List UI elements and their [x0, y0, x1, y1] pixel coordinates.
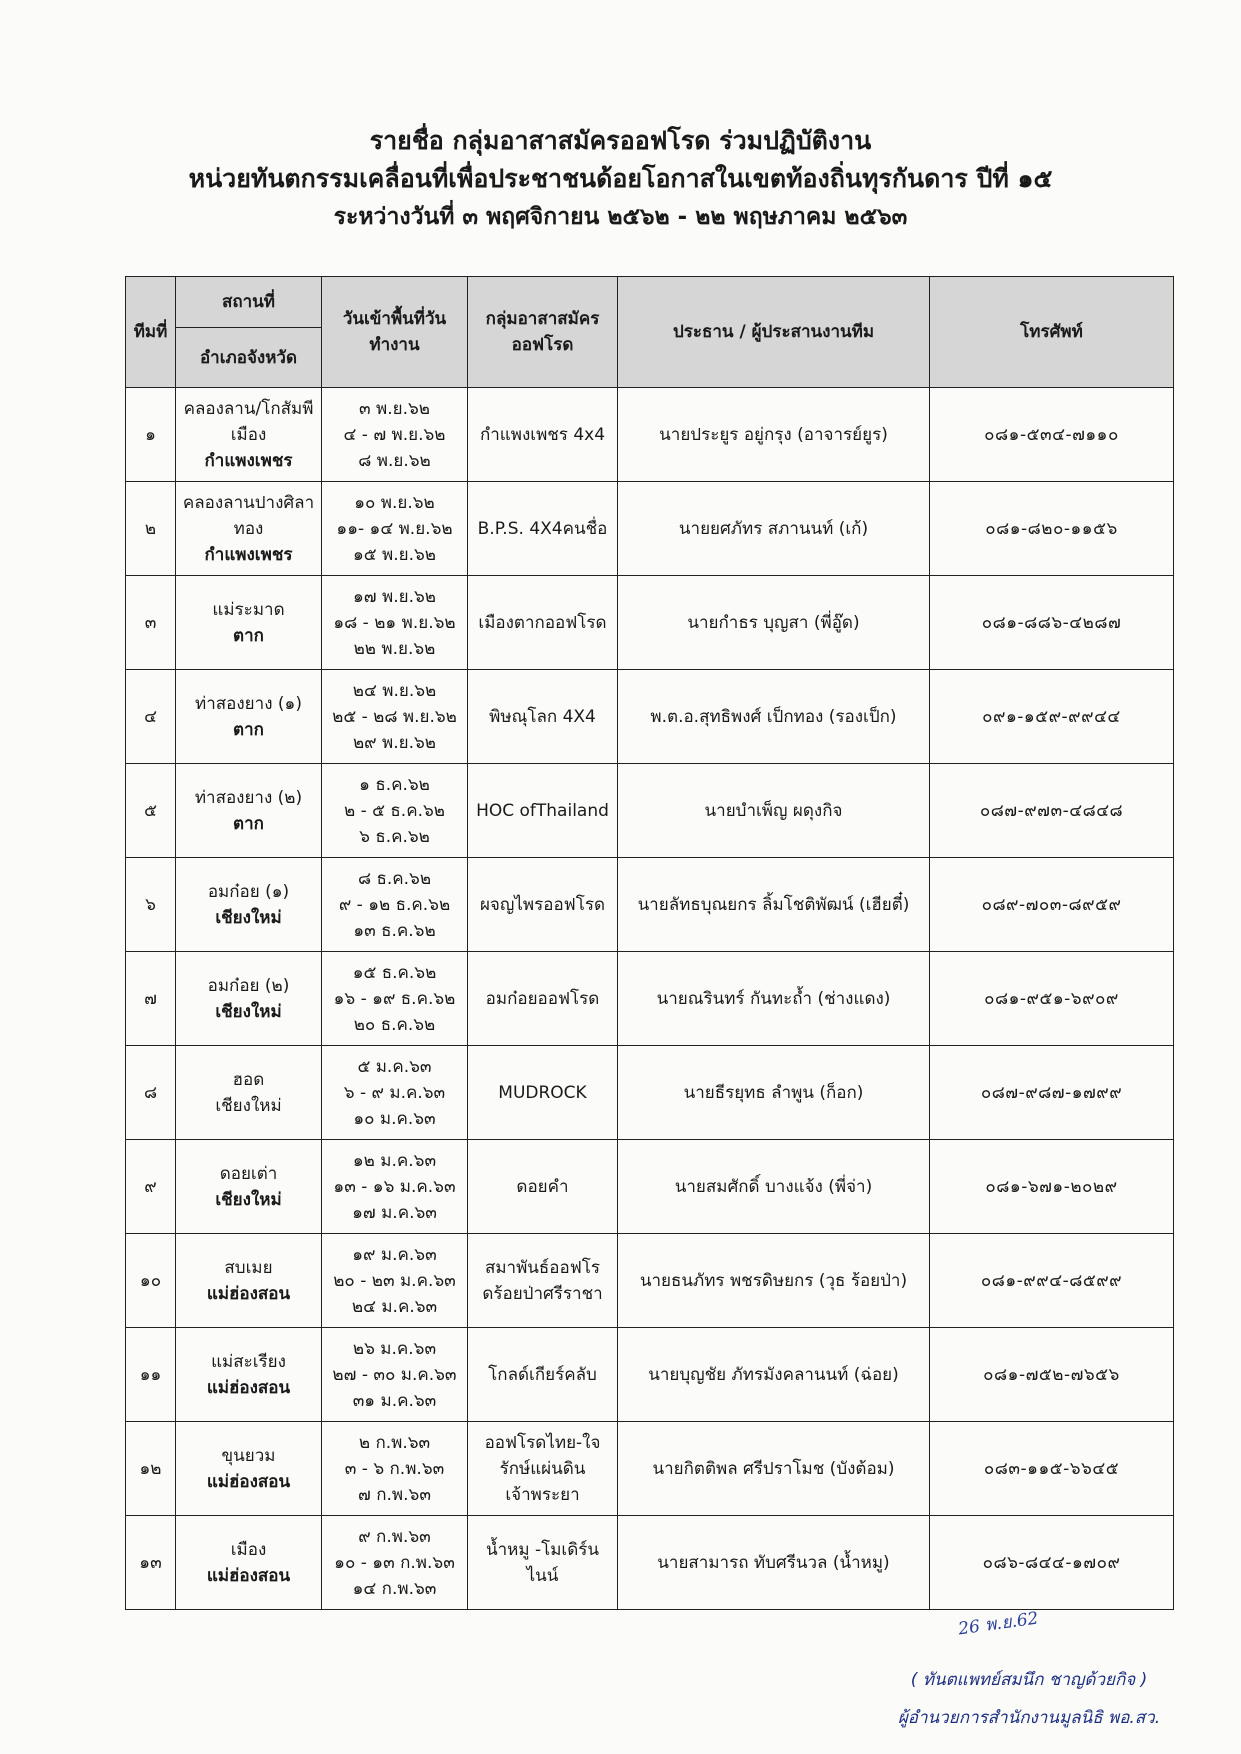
signatory-name: ( ทันตแพทย์สมนึก ชาญด้วยกิจ )	[910, 1670, 1148, 1690]
district: แม่สะเรียง	[211, 1351, 286, 1372]
team-leader: นายสามารถ ทับศรีนวล (น้ำหมู)	[618, 1516, 930, 1610]
header-team: ทีมที่	[126, 277, 176, 388]
arrival-date: ๑๐ พ.ย.๖๒	[354, 492, 435, 513]
offroad-group: อมก๋อยออฟโรด	[468, 952, 618, 1046]
phone-number: ๐๘๑-๘๘๖-๔๒๘๗	[930, 576, 1174, 670]
offroad-group: พิษณุโลก 4X4	[468, 670, 618, 764]
offroad-group: โกลด์เกียร์คลับ	[468, 1328, 618, 1422]
location-cell	[176, 1328, 322, 1422]
team-number: ๑๐	[126, 1234, 176, 1328]
arrival-date: ๑๗ พ.ย.๖๒	[353, 586, 436, 607]
offroad-group: น้ำหมู -โมเดิร์นไนน์	[468, 1516, 618, 1610]
phone-number: ๐๘๖-๘๔๔-๑๗๐๙	[930, 1516, 1174, 1610]
header-group: กลุ่มอาสาสมัครออฟโรด	[468, 277, 618, 388]
dates-cell	[322, 1140, 468, 1234]
work-dates: ๑๑- ๑๔ พ.ย.๖๒	[336, 518, 453, 539]
team-number: ๓	[126, 576, 176, 670]
province: กำแพงเพชร	[204, 544, 293, 565]
arrival-date: ๓ พ.ย.๖๒	[359, 398, 430, 419]
team-number: ๖	[126, 858, 176, 952]
dates-cell	[322, 764, 468, 858]
district: ท่าสองยาง (๒)	[194, 787, 303, 808]
table-row	[126, 388, 1174, 482]
departure-date: ๓๑ ม.ค.๖๓	[352, 1390, 437, 1411]
location-cell	[176, 1516, 322, 1610]
work-dates: ๒๗ - ๓๐ ม.ค.๖๓	[332, 1364, 457, 1385]
header-dates: วันเข้าพื้นที่วันทำงาน	[322, 277, 468, 388]
table-row	[126, 1328, 1174, 1422]
location-cell	[176, 388, 322, 482]
district: คลองลานปางศิลาทอง	[182, 492, 315, 539]
table-row	[126, 1140, 1174, 1234]
province: เชียงใหม่	[215, 1095, 282, 1116]
team-number: ๙	[126, 1140, 176, 1234]
team-leader: นายประยูร อยู่กรุง (อาจารย์ยูร)	[618, 388, 930, 482]
offroad-group: เมืองตากออฟโรด	[468, 576, 618, 670]
document-subtitle: หน่วยทันตกรรมเคลื่อนที่เพื่อประชาชนด้อยโอกาสในเขตท้องถิ่นทุรกันดาร ปีที่ ๑๕	[188, 164, 1053, 193]
offroad-group: ผจญไพรออฟโรด	[468, 858, 618, 952]
location-cell	[176, 1046, 322, 1140]
province: กำแพงเพชร	[204, 450, 293, 471]
team-number: ๑๓	[126, 1516, 176, 1610]
arrival-date: ๘ ธ.ค.๖๒	[357, 868, 432, 889]
province: เชียงใหม่	[215, 1189, 282, 1210]
roster-body	[126, 388, 1174, 1610]
location-cell	[176, 482, 322, 576]
location-cell	[176, 670, 322, 764]
dates-cell	[322, 1046, 468, 1140]
offroad-group: ดอยคำ	[468, 1140, 618, 1234]
team-number: ๘	[126, 1046, 176, 1140]
phone-number: ๐๘๑-๙๕๑-๖๙๐๙	[930, 952, 1174, 1046]
table-row	[126, 1422, 1174, 1516]
province: ตาก	[233, 813, 264, 834]
district: ท่าสองยาง (๑)	[195, 693, 302, 714]
header-leader: ประธาน / ผู้ประสานงานทีม	[618, 277, 930, 388]
header-district-province: อำเภอจังหวัด	[176, 328, 322, 388]
arrival-date: ๒๖ ม.ค.๖๓	[352, 1338, 437, 1359]
roster-table	[125, 276, 1174, 1610]
header-place: สถานที่	[176, 277, 322, 328]
dates-cell	[322, 952, 468, 1046]
province: เชียงใหม่	[215, 907, 282, 928]
location-cell	[176, 576, 322, 670]
departure-date: ๗ ก.พ.๖๓	[358, 1484, 431, 1505]
arrival-date: ๒ ก.พ.๖๓	[358, 1432, 431, 1453]
work-dates: ๑๖ - ๑๙ ธ.ค.๖๒	[333, 988, 456, 1009]
team-leader: พ.ต.อ.สุทธิพงศ์ เป็กทอง (รองเป็ก)	[618, 670, 930, 764]
handwritten-initials: 26 พ.ย.62	[957, 1608, 1040, 1640]
table-row	[126, 952, 1174, 1046]
district: ดอยเต่า	[219, 1163, 278, 1184]
dates-cell	[322, 1422, 468, 1516]
table-row	[126, 670, 1174, 764]
team-number: ๕	[126, 764, 176, 858]
province: ตาก	[233, 625, 264, 646]
team-number: ๑๒	[126, 1422, 176, 1516]
team-leader: นายกำธร บุญสา (พี่อู๊ด)	[618, 576, 930, 670]
district: คลองลาน/โกสัมพีเมือง	[183, 398, 314, 445]
team-number: ๑	[126, 388, 176, 482]
departure-date: ๒๐ ธ.ค.๖๒	[353, 1014, 436, 1035]
phone-number: ๐๘๑-๗๕๒-๗๖๕๖	[930, 1328, 1174, 1422]
work-dates: ๔ - ๗ พ.ย.๖๒	[343, 424, 446, 445]
departure-date: ๑๐ ม.ค.๖๓	[353, 1108, 436, 1129]
district: สบเมย	[224, 1257, 273, 1278]
district: แม่ระมาด	[212, 599, 285, 620]
province: แม่ฮ่องสอน	[206, 1471, 291, 1492]
team-number: ๑๑	[126, 1328, 176, 1422]
arrival-date: ๕ ม.ค.๖๓	[357, 1056, 432, 1077]
province: แม่ฮ่องสอน	[206, 1565, 291, 1586]
document-title: รายชื่อ กลุ่มอาสาสมัครออฟโรด ร่วมปฏิบัติงาน	[369, 126, 872, 155]
district: อมก๋อย (๑)	[207, 881, 290, 902]
team-leader: นายธีรยุทธ ลำพูน (ก็อก)	[618, 1046, 930, 1140]
offroad-group: MUDROCK	[468, 1046, 618, 1140]
work-dates: ๓ - ๖ ก.พ.๖๓	[344, 1458, 445, 1479]
departure-date: ๒๔ ม.ค.๖๓	[351, 1296, 438, 1317]
district: เมือง	[230, 1539, 267, 1560]
table-row	[126, 1046, 1174, 1140]
arrival-date: ๙ ก.พ.๖๓	[358, 1526, 431, 1547]
dates-cell	[322, 482, 468, 576]
phone-number: ๐๘๗-๙๘๗-๑๗๙๙	[930, 1046, 1174, 1140]
dates-cell	[322, 1516, 468, 1610]
team-leader: นายลัทธบุณยกร ลิ้มโชติพัฒน์ (เฮียตี๋)	[618, 858, 930, 952]
dates-cell	[322, 388, 468, 482]
team-leader: นายณรินทร์ กันทะถ้ำ (ช่างแดง)	[618, 952, 930, 1046]
location-cell	[176, 1234, 322, 1328]
arrival-date: ๑๒ ม.ค.๖๓	[352, 1150, 437, 1171]
team-leader: นายสมศักดิ์ บางแจ้ง (พี่จ่า)	[618, 1140, 930, 1234]
departure-date: ๖ ธ.ค.๖๒	[359, 826, 430, 847]
departure-date: ๑๓ ธ.ค.๖๒	[353, 920, 436, 941]
departure-date: ๑๗ ม.ค.๖๓	[352, 1202, 437, 1223]
province: แม่ฮ่องสอน	[206, 1377, 291, 1398]
work-dates: ๙ - ๑๒ ธ.ค.๖๒	[338, 894, 451, 915]
location-cell	[176, 952, 322, 1046]
work-dates: ๑๐ - ๑๓ ก.พ.๖๓	[334, 1552, 455, 1573]
table-row	[126, 482, 1174, 576]
team-leader: นายบุญชัย ภัทรมังคลานนท์ (ฉ่อย)	[618, 1328, 930, 1422]
phone-number: ๐๘๑-๘๒๐-๑๑๕๖	[930, 482, 1174, 576]
team-number: ๔	[126, 670, 176, 764]
province: ตาก	[233, 719, 264, 740]
province: เชียงใหม่	[215, 1001, 282, 1022]
departure-date: ๑๕ พ.ย.๖๒	[352, 544, 437, 565]
location-cell	[176, 1140, 322, 1234]
offroad-group: HOC ofThailand	[468, 764, 618, 858]
departure-date: ๘ พ.ย.๖๒	[358, 450, 431, 471]
dates-cell	[322, 576, 468, 670]
location-cell	[176, 764, 322, 858]
team-leader: นายบำเพ็ญ ผดุงกิจ	[618, 764, 930, 858]
dates-cell	[322, 1328, 468, 1422]
phone-number: ๐๙๑-๑๕๙-๙๙๔๔	[930, 670, 1174, 764]
phone-number: ๐๘๙-๗๐๓-๘๙๕๙	[930, 858, 1174, 952]
table-row	[126, 576, 1174, 670]
work-dates: ๖ - ๙ ม.ค.๖๓	[343, 1082, 446, 1103]
location-cell	[176, 858, 322, 952]
departure-date: ๒๙ พ.ย.๖๒	[352, 732, 437, 753]
dates-cell	[322, 858, 468, 952]
phone-number: ๐๘๑-๖๗๑-๒๐๒๙	[930, 1140, 1174, 1234]
offroad-group: กำแพงเพชร 4x4	[468, 388, 618, 482]
district: อมก๋อย (๒)	[207, 975, 290, 996]
table-row	[126, 764, 1174, 858]
table-row	[126, 858, 1174, 952]
district: ฮอด	[232, 1069, 265, 1090]
phone-number: ๐๘๑-๙๙๔-๘๕๙๙	[930, 1234, 1174, 1328]
arrival-date: ๑๕ ธ.ค.๖๒	[352, 962, 437, 983]
table-row	[126, 1516, 1174, 1610]
offroad-group: B.P.S. 4X4คนชื่อ	[468, 482, 618, 576]
team-number: ๒	[126, 482, 176, 576]
departure-date: ๒๒ พ.ย.๖๒	[353, 638, 436, 659]
team-leader: นายกิตติพล ศรีปราโมช (บังต้อม)	[618, 1422, 930, 1516]
work-dates: ๒๐ - ๒๓ ม.ค.๖๓	[333, 1270, 456, 1291]
signatory-position: ผู้อำนวยการสำนักงานมูลนิธิ พอ.สว.	[897, 1708, 1161, 1728]
work-dates: ๒ - ๕ ธ.ค.๖๒	[344, 800, 445, 821]
location-cell	[176, 1422, 322, 1516]
table-row	[126, 1234, 1174, 1328]
arrival-date: ๒๔ พ.ย.๖๒	[352, 680, 437, 701]
arrival-date: ๑ ธ.ค.๖๒	[359, 774, 430, 795]
offroad-group: ออฟโรดไทย-ใจรักษ์แผ่นดินเจ้าพระยา	[468, 1422, 618, 1516]
departure-date: ๑๔ ก.พ.๖๓	[352, 1578, 437, 1599]
offroad-group: สมาพันธ์ออฟโรดร้อยป่าศรีราชา	[468, 1234, 618, 1328]
team-leader: นายยศภัทร สภานนท์ (เก้)	[618, 482, 930, 576]
phone-number: ๐๘๑-๕๓๔-๗๑๑๐	[930, 388, 1174, 482]
arrival-date: ๑๙ ม.ค.๖๓	[352, 1244, 437, 1265]
province: แม่ฮ่องสอน	[206, 1283, 291, 1304]
phone-number: ๐๘๓-๑๑๕-๖๖๔๕	[930, 1422, 1174, 1516]
team-number: ๗	[126, 952, 176, 1046]
work-dates: ๑๓ - ๑๖ ม.ค.๖๓	[333, 1176, 456, 1197]
district: ขุนยวม	[221, 1445, 276, 1466]
dates-cell	[322, 670, 468, 764]
document-period: ระหว่างวันที่ ๓ พฤศจิกายน ๒๕๖๒ - ๒๒ พฤษภาคม ๒๕๖๓	[333, 204, 908, 230]
phone-number: ๐๘๗-๙๗๓-๔๘๔๘	[930, 764, 1174, 858]
dates-cell	[322, 1234, 468, 1328]
work-dates: ๑๘ - ๒๑ พ.ย.๖๒	[333, 612, 456, 633]
team-leader: นายธนภัทร พชรดิษยกร (วุธ ร้อยป่า)	[618, 1234, 930, 1328]
work-dates: ๒๕ - ๒๘ พ.ย.๖๒	[332, 706, 457, 727]
header-phone: โทรศัพท์	[930, 277, 1174, 388]
